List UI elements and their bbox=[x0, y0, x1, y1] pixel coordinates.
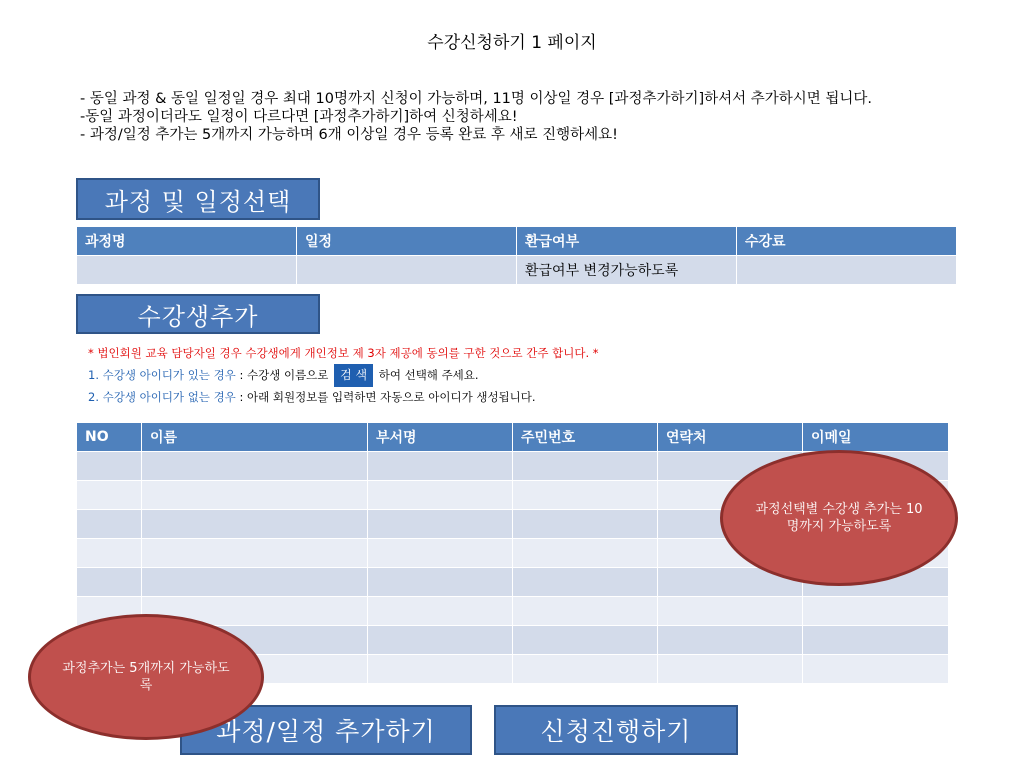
contact-cell[interactable] bbox=[658, 626, 803, 655]
no-cell bbox=[77, 510, 142, 539]
add-student-button[interactable]: 수강생추가 bbox=[76, 294, 320, 334]
column-header-email: 이메일 bbox=[803, 423, 949, 452]
note-line: - 동일 과정 & 동일 일정일 경우 최대 10명까지 신청이 가능하며, 11명 이상일 경우 [과정추가하기]하셔서 추가하시면 됩니다. bbox=[80, 91, 873, 107]
contact-cell[interactable] bbox=[658, 655, 803, 684]
search-button[interactable]: 검 색 bbox=[334, 364, 373, 387]
add-course-schedule-button[interactable]: 과정/일정 추가하기 bbox=[180, 705, 472, 755]
resident-number-cell[interactable] bbox=[513, 626, 658, 655]
department-cell[interactable] bbox=[368, 568, 513, 597]
department-cell[interactable] bbox=[368, 597, 513, 626]
info-line-2-prefix: 2. 수강생 아이디가 없는 경우 bbox=[88, 390, 236, 404]
info-line-1-suffix: 하여 선택해 주세요. bbox=[375, 368, 479, 382]
course-limit-callout: 과정추가는 5개까지 가능하도록 bbox=[28, 614, 264, 740]
column-header-course-name: 과정명 bbox=[77, 227, 297, 256]
instructions bbox=[80, 90, 940, 144]
student-info bbox=[88, 343, 599, 408]
resident-number-cell[interactable] bbox=[513, 568, 658, 597]
email-cell[interactable] bbox=[803, 655, 949, 684]
proceed-application-button[interactable]: 신청진행하기 bbox=[494, 705, 738, 755]
resident-number-cell[interactable] bbox=[513, 510, 658, 539]
name-cell[interactable] bbox=[142, 510, 368, 539]
resident-number-cell[interactable] bbox=[513, 452, 658, 481]
column-header-schedule: 일정 bbox=[297, 227, 517, 256]
no-cell bbox=[77, 452, 142, 481]
department-cell[interactable] bbox=[368, 510, 513, 539]
name-cell[interactable] bbox=[142, 568, 368, 597]
info-line-2-suffix: : 아래 회원정보를 입력하면 자동으로 아이디가 생성됩니다. bbox=[235, 390, 536, 404]
no-cell bbox=[77, 481, 142, 510]
course-name-cell[interactable] bbox=[77, 256, 297, 285]
email-cell[interactable] bbox=[803, 626, 949, 655]
info-line-1 bbox=[88, 364, 599, 387]
privacy-notice: * 법인회원 교육 담당자일 경우 수강생에게 개인정보 제 3자 제공에 동의를 구한 것으로 간주 합니다. * bbox=[88, 346, 599, 360]
no-cell bbox=[77, 568, 142, 597]
column-header-name: 이름 bbox=[142, 423, 368, 452]
department-cell[interactable] bbox=[368, 626, 513, 655]
column-header-no: NO bbox=[77, 423, 142, 452]
column-header-refund: 환급여부 bbox=[517, 227, 737, 256]
info-line-1-middle: : 수강생 이름으로 bbox=[235, 368, 333, 382]
name-cell[interactable] bbox=[142, 539, 368, 568]
resident-number-cell[interactable] bbox=[513, 539, 658, 568]
course-schedule-select-button[interactable]: 과정 및 일정선택 bbox=[76, 178, 320, 220]
note-line: - 과정/일정 추가는 5개까지 가능하며 6개 이상일 경우 등록 완료 후 새로 진행하세요! bbox=[80, 127, 618, 143]
resident-number-cell[interactable] bbox=[513, 481, 658, 510]
email-cell[interactable] bbox=[803, 597, 949, 626]
department-cell[interactable] bbox=[368, 655, 513, 684]
note-line: -동일 과정이더라도 일정이 다르다면 [과정추가하기]하여 신청하세요! bbox=[80, 109, 518, 125]
department-cell[interactable] bbox=[368, 539, 513, 568]
no-cell bbox=[77, 539, 142, 568]
name-cell[interactable] bbox=[142, 452, 368, 481]
student-limit-callout: 과정선택별 수강생 추가는 10명까지 가능하도록 bbox=[720, 450, 958, 586]
schedule-cell[interactable] bbox=[297, 256, 517, 285]
column-header-fee: 수강료 bbox=[737, 227, 957, 256]
info-line-1-prefix: 1. 수강생 아이디가 있는 경우 bbox=[88, 368, 236, 382]
column-header-resident-number: 주민번호 bbox=[513, 423, 658, 452]
column-header-department: 부서명 bbox=[368, 423, 513, 452]
department-cell[interactable] bbox=[368, 481, 513, 510]
table-row bbox=[77, 597, 949, 626]
name-cell[interactable] bbox=[142, 481, 368, 510]
resident-number-cell[interactable] bbox=[513, 597, 658, 626]
contact-cell[interactable] bbox=[658, 597, 803, 626]
course-table bbox=[76, 226, 957, 285]
column-header-contact: 연락처 bbox=[658, 423, 803, 452]
refund-cell[interactable]: 환급여부 변경가능하도록 bbox=[517, 256, 737, 285]
resident-number-cell[interactable] bbox=[513, 655, 658, 684]
fee-cell bbox=[737, 256, 957, 285]
info-line-2 bbox=[88, 387, 599, 408]
department-cell[interactable] bbox=[368, 452, 513, 481]
page-title: 수강신청하기 1 페이지 bbox=[427, 33, 597, 53]
